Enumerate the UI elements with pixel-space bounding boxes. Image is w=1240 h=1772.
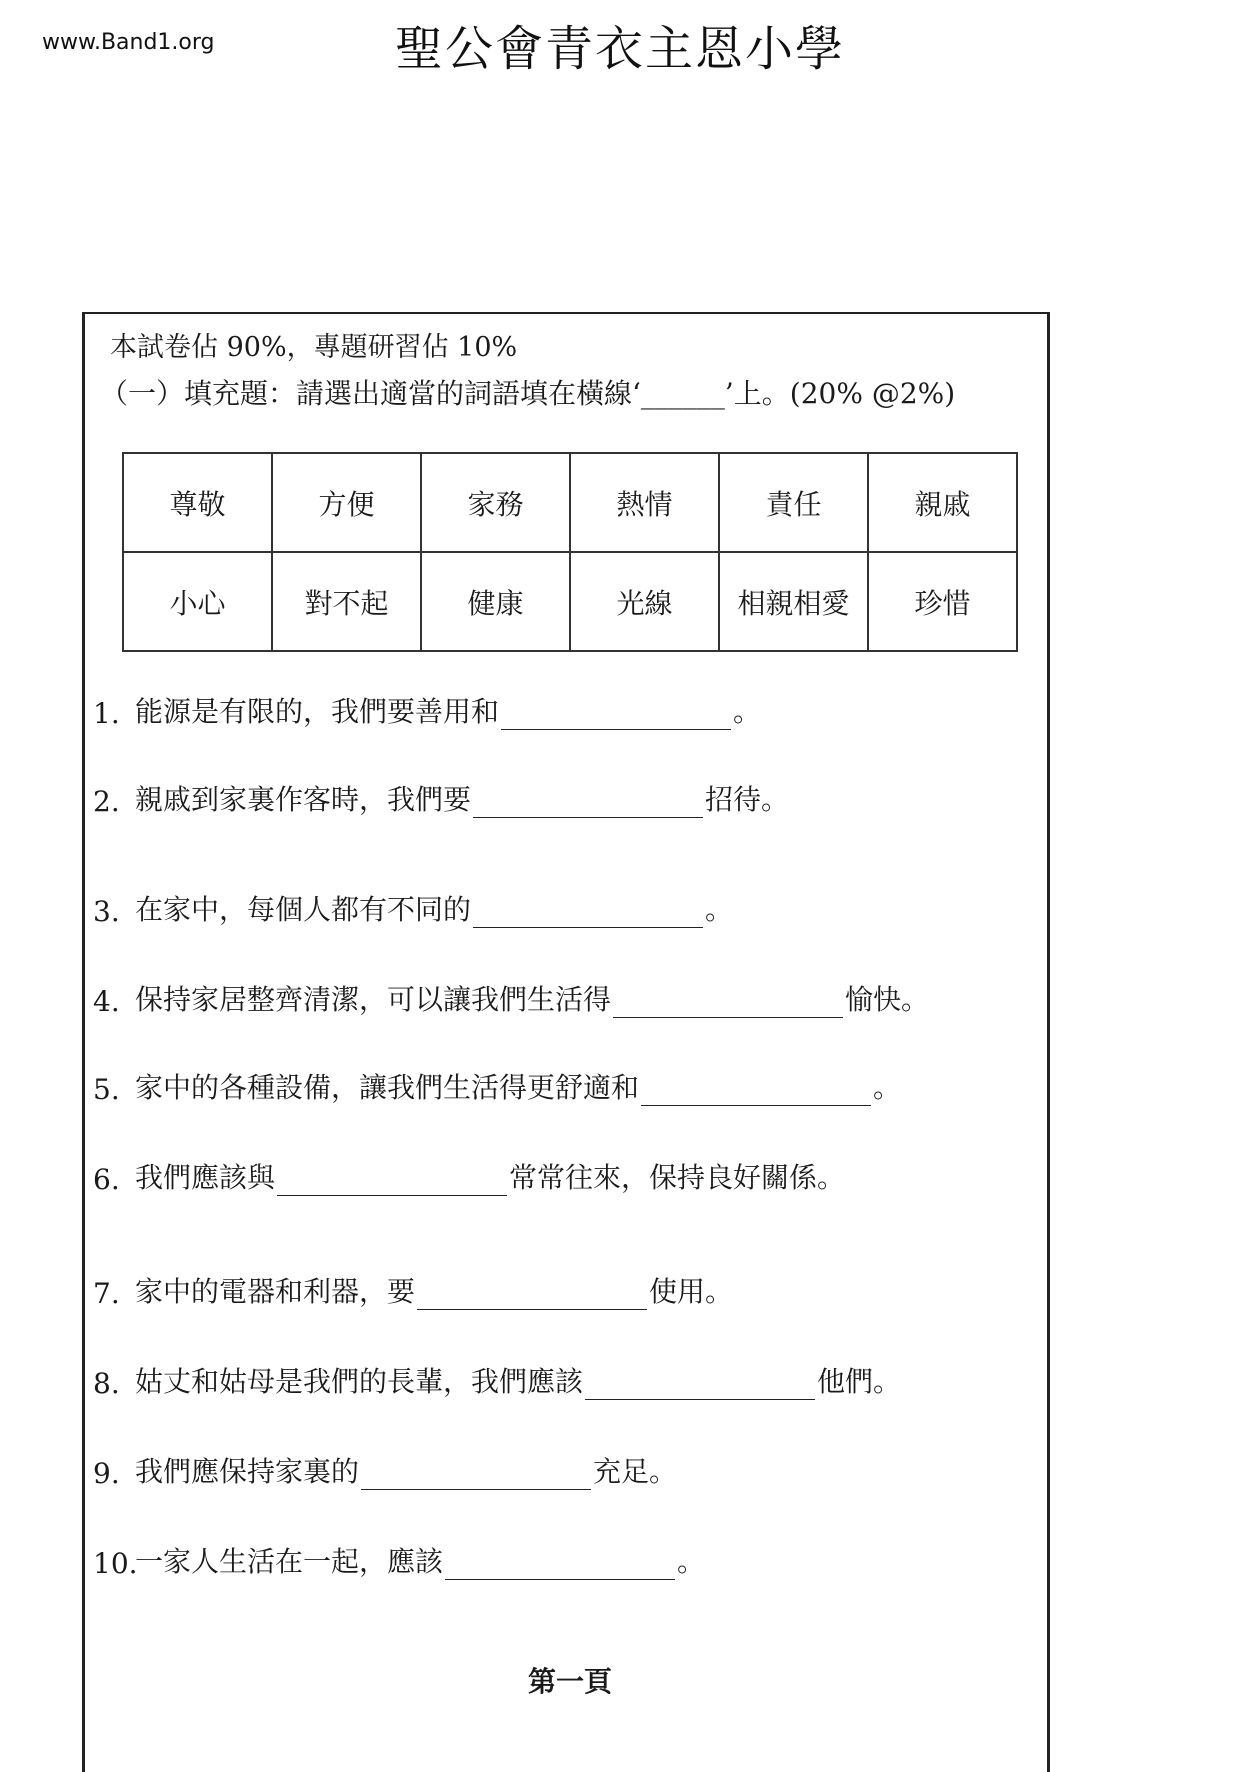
answer-blank[interactable] xyxy=(613,987,843,1018)
question-number: 2. xyxy=(93,785,120,818)
question-text-after: 招待。 xyxy=(705,783,790,816)
question-5 xyxy=(93,1066,901,1106)
question-text: 保持家居整齊清潔，可以讓我們生活得 xyxy=(135,983,612,1016)
question-8 xyxy=(93,1360,901,1400)
answer-blank[interactable] xyxy=(473,897,703,928)
question-number: 10. xyxy=(93,1547,138,1580)
word-bank-cell: 健康 xyxy=(421,552,570,651)
answer-blank[interactable] xyxy=(473,787,703,818)
word-bank-cell: 方便 xyxy=(272,453,421,552)
question-number: 3. xyxy=(93,895,120,928)
word-bank-table xyxy=(122,452,1018,652)
question-3 xyxy=(93,888,733,928)
answer-blank[interactable] xyxy=(501,699,731,730)
question-2 xyxy=(93,778,789,818)
question-text: 在家中，每個人都有不同的 xyxy=(135,893,472,926)
question-text-after: 。 xyxy=(873,1071,902,1104)
word-bank-cell: 小心 xyxy=(123,552,272,651)
word-bank-cell: 家務 xyxy=(421,453,570,552)
word-bank-cell: 責任 xyxy=(719,453,868,552)
question-number: 1. xyxy=(93,697,120,730)
word-bank-cell: 對不起 xyxy=(272,552,421,651)
weighting-note: 本試卷佔 90%，專題研習佔 10% xyxy=(110,332,518,363)
question-number: 8. xyxy=(93,1367,120,1400)
answer-blank[interactable] xyxy=(417,1279,647,1310)
question-text: 我們應該與 xyxy=(135,1161,276,1194)
page-number: 第一頁 xyxy=(527,1665,612,1698)
question-number: 9. xyxy=(93,1457,120,1490)
word-bank-cell: 光線 xyxy=(570,552,719,651)
question-number: 6. xyxy=(93,1163,120,1196)
website-url: www.Band1.org xyxy=(42,30,215,55)
question-text-after: 。 xyxy=(733,695,762,728)
section-blank: ______ xyxy=(640,377,725,410)
word-bank-row xyxy=(123,453,1017,552)
answer-blank[interactable] xyxy=(361,1459,591,1490)
question-10 xyxy=(93,1540,705,1580)
question-6 xyxy=(93,1156,845,1196)
question-9 xyxy=(93,1450,677,1490)
question-4 xyxy=(93,978,929,1018)
question-7 xyxy=(93,1270,733,1310)
question-number: 5. xyxy=(93,1073,120,1106)
answer-blank[interactable] xyxy=(585,1369,815,1400)
word-bank-cell: 尊敬 xyxy=(123,453,272,552)
word-bank-cell: 親戚 xyxy=(868,453,1017,552)
word-bank-cell: 熱情 xyxy=(570,453,719,552)
question-text: 能源是有限的，我們要善用和 xyxy=(135,695,500,728)
question-1 xyxy=(93,690,761,730)
question-number: 7. xyxy=(93,1277,120,1310)
question-text: 我們應保持家裏的 xyxy=(135,1455,360,1488)
section-title: （一）填充題：請選出適當的詞語填在橫線‘ xyxy=(100,377,641,410)
question-text-after: 常常往來，保持良好關係。 xyxy=(509,1161,846,1194)
word-bank-row xyxy=(123,552,1017,651)
question-number: 4. xyxy=(93,985,120,1018)
answer-blank[interactable] xyxy=(641,1075,871,1106)
question-text-after: 。 xyxy=(705,893,734,926)
word-bank-cell: 相親相愛 xyxy=(719,552,868,651)
question-text-after: 。 xyxy=(677,1545,706,1578)
question-text-after: 愉快。 xyxy=(845,983,930,1016)
word-bank-cell: 珍惜 xyxy=(868,552,1017,651)
section-heading xyxy=(100,372,955,412)
question-text: 親戚到家裏作客時，我們要 xyxy=(135,783,472,816)
answer-blank[interactable] xyxy=(277,1165,507,1196)
question-text-after: 使用。 xyxy=(649,1275,734,1308)
answer-blank[interactable] xyxy=(445,1549,675,1580)
question-text-after: 他們。 xyxy=(817,1365,902,1398)
question-text: 家中的電器和利器，要 xyxy=(135,1275,416,1308)
question-text: 一家人生活在一起，應該 xyxy=(135,1545,444,1578)
section-tail: ’上。(20% @2%) xyxy=(724,377,956,410)
question-text-after: 充足。 xyxy=(593,1455,678,1488)
question-text: 姑丈和姑母是我們的長輩，我們應該 xyxy=(135,1365,584,1398)
school-name: 聖公會青衣主恩小學 xyxy=(394,21,845,77)
question-text: 家中的各種設備，讓我們生活得更舒適和 xyxy=(135,1071,640,1104)
